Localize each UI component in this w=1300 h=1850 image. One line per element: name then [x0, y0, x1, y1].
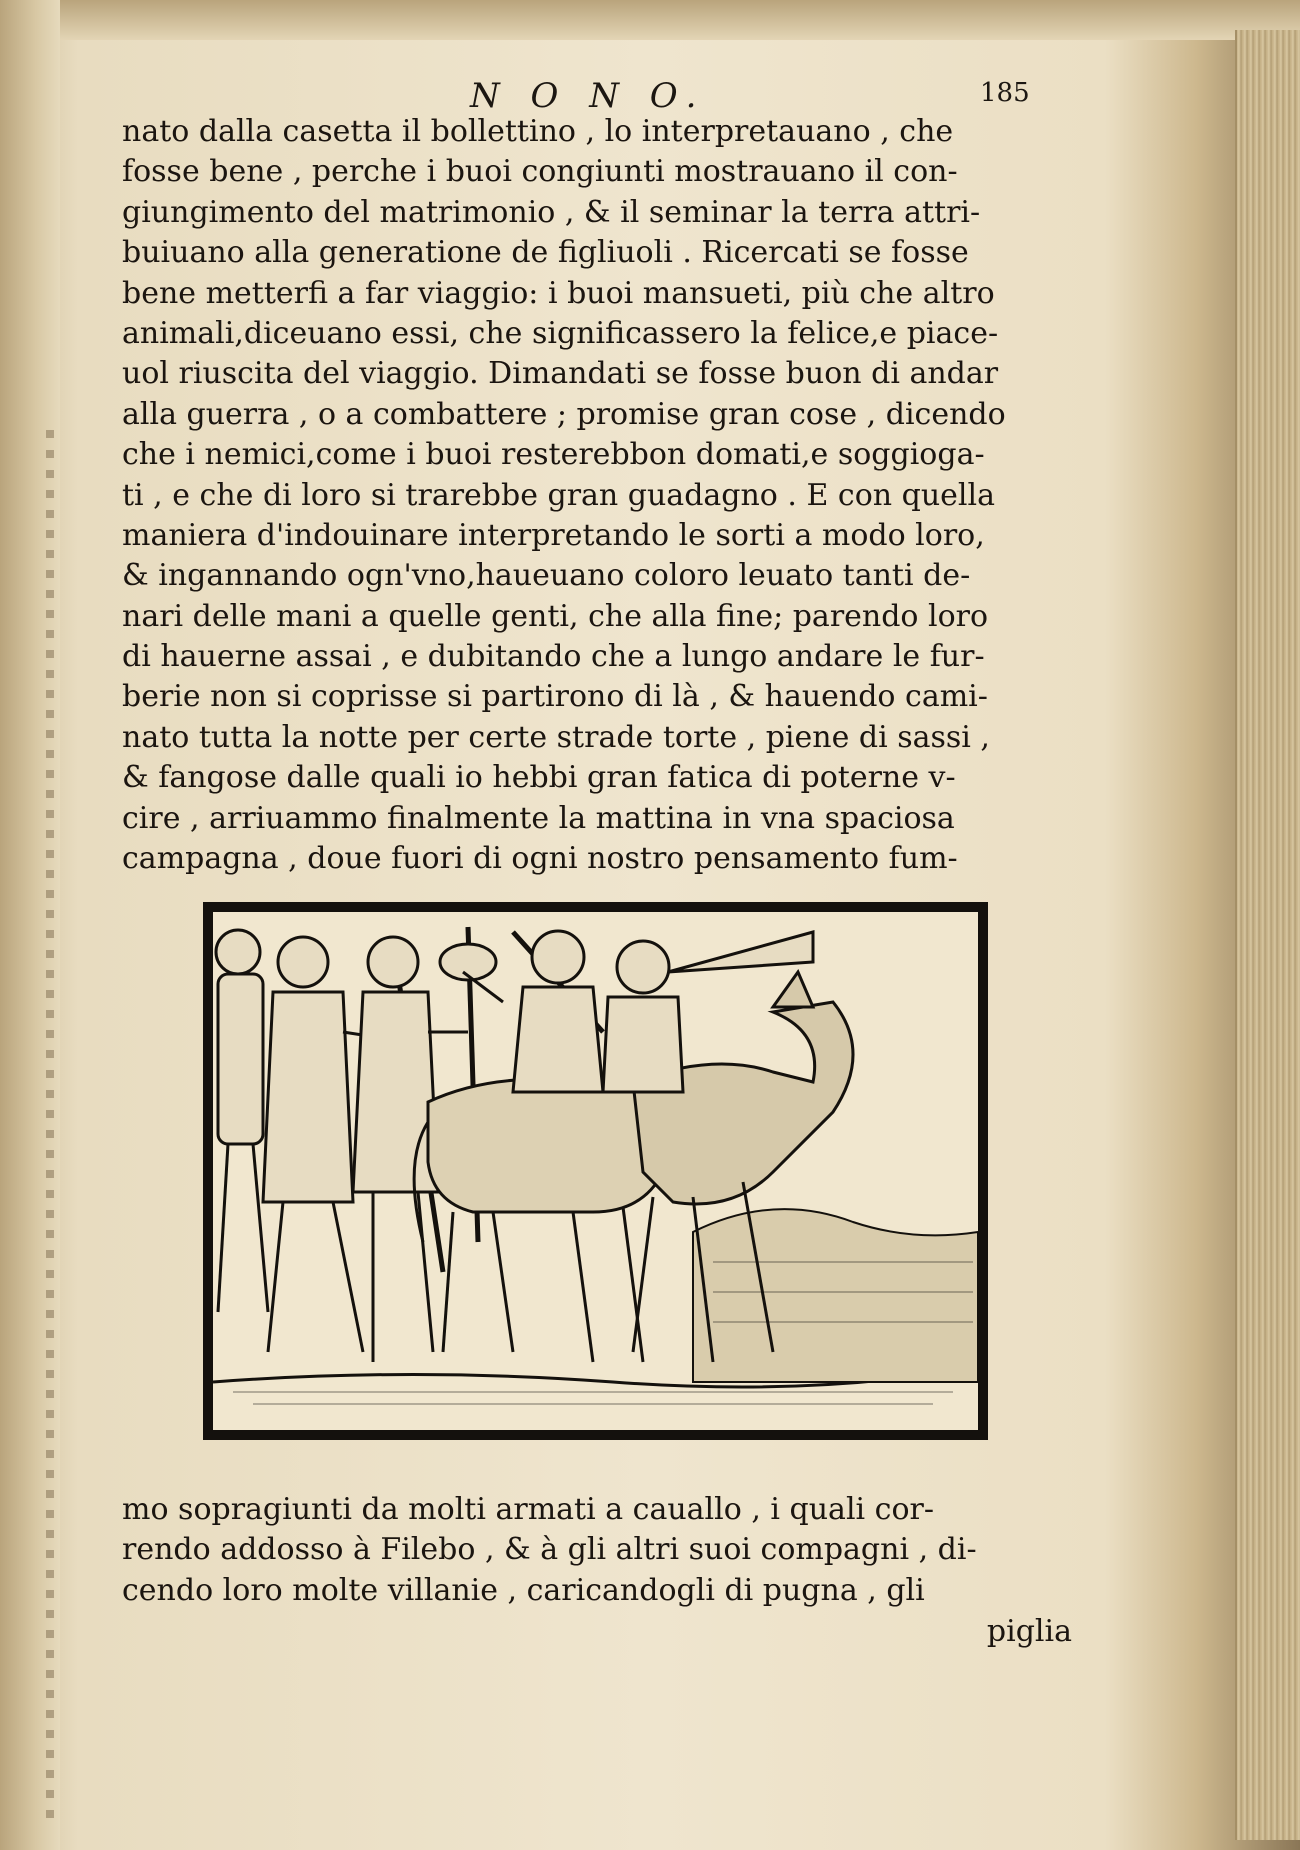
text-line: & fangose dalle quali io hebbi gran fatica di poterne v- — [122, 760, 956, 796]
woodcut-drawing — [213, 912, 978, 1430]
text-line: rendo addosso à Filebo , & à gli altri suoi compagni , di- — [122, 1532, 977, 1568]
body-text-continued — [122, 1490, 1072, 1611]
text-line: mo sopragiunti da molti armati a cauallo , i quali cor- — [122, 1492, 935, 1527]
text-line: nato dalla casetta il bollettino , lo interpretauano , che — [122, 114, 954, 149]
running-head — [0, 76, 1240, 116]
text-line: & ingannando ogn'vno,haueuano coloro leuato tanti de- — [122, 558, 971, 594]
text-line: cire , arriuammo finalmente la mattina in vna spaciosa — [122, 800, 955, 836]
text-line: ti , e che di loro si trarebbe gran guadagno . E con quella — [122, 477, 995, 513]
page-top-edge — [0, 0, 1300, 40]
hill-shape — [693, 1209, 978, 1382]
text-line: nato tutta la notte per certe strade torte , piene di sassi , — [122, 719, 990, 755]
body-text — [122, 112, 1072, 879]
rider-with-swaddled-figure — [440, 931, 603, 1092]
text-line: giungimento del matrimonio , & il seminar la terra attri- — [122, 194, 981, 230]
text-line: buiuano alla generatione de figliuoli . Ricercati se fosse — [122, 235, 969, 271]
text-line: campagna , doue fuori di ogni nostro pensamento fum- — [122, 841, 958, 877]
walking-man-1 — [216, 930, 268, 1312]
text-line: cendo loro molte villanie , caricandogli di pugna , gli — [122, 1572, 925, 1608]
binding-stitch — [46, 430, 54, 1830]
text-line: animali,diceuano essi, che significassero la felice,e piace- — [122, 315, 999, 351]
text-line: fosse bene , perche i buoi congiunti mostrauano il con- — [122, 154, 958, 190]
text-line: maniera d'indouinare interpretando le sorti a modo loro, — [122, 517, 985, 553]
page-number: 185 — [980, 78, 1030, 108]
woodcut-illustration — [203, 902, 988, 1440]
catchword: piglia — [986, 1614, 1072, 1649]
text-line: nari delle mani a quelle genti, che alla fine; parendo loro — [122, 598, 989, 634]
text-line: berie non si coprisse si partirono di là , & hauendo cami- — [122, 679, 988, 715]
text-line: di hauerne assai , e dubitando che a lungo andare le fur- — [122, 639, 985, 675]
text-line: che i nemici,come i buoi resterebbon domati,e soggioga- — [122, 437, 985, 473]
text-line: bene metterfi a far viaggio: i buoi mansueti, più che altro — [122, 275, 995, 311]
text-line: uol riuscita del viaggio. Dimandati se fosse buon di andar — [122, 356, 999, 392]
running-head-title: N O N O. — [470, 76, 707, 116]
page-fore-edge — [1235, 30, 1300, 1840]
text-line: alla guerra , o a combattere ; promise gran cose , dicendo — [122, 396, 1006, 432]
donkey-1 — [414, 1079, 663, 1362]
